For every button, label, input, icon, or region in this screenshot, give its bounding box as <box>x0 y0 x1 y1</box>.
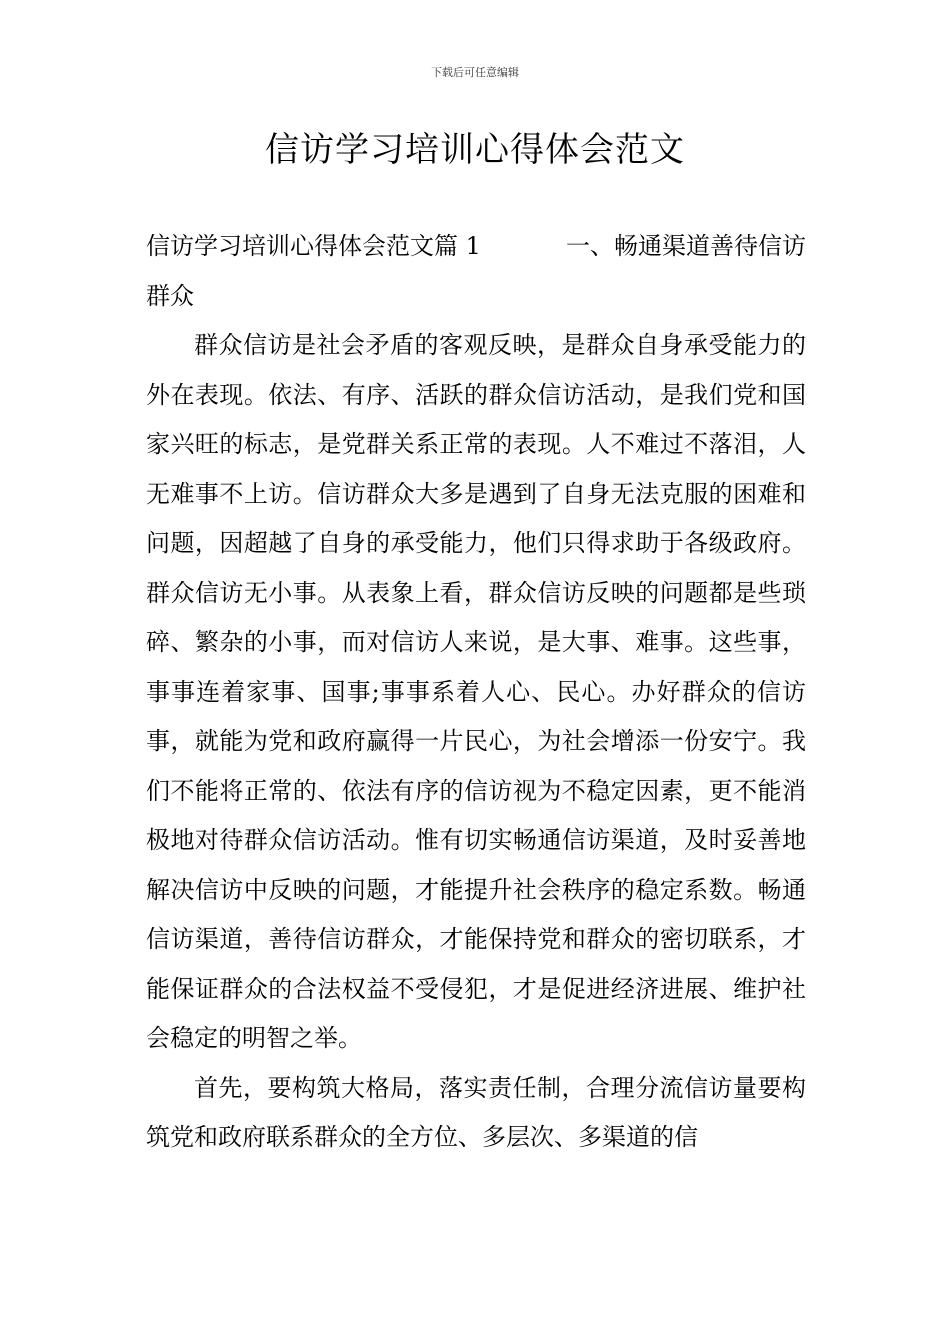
header-note: 下载后可任意编辑 <box>431 66 519 79</box>
article-label: 信访学习培训心得体会范文篇 1 <box>146 232 481 260</box>
section-heading-start: 一、畅通渠道善待信访 <box>566 232 806 260</box>
document-title: 信访学习培训心得体会范文 <box>265 130 685 170</box>
intro-line <box>146 222 806 272</box>
body-paragraph-2: 首先，要构筑大格局，落实责任制，合理分流信访量要构筑党和政府联系群众的全方位、多层次、多渠道的信 <box>146 1073 806 1151</box>
section-heading-end: 群众 <box>146 281 194 310</box>
body-paragraph-1: 群众信访是社会矛盾的客观反映，是群众自身承受能力的外在表现。依法、有序、活跃的群众信访活动，是我们党和国家兴旺的标志，是党群关系正常的表现。人不难过不落泪，人无难事不上访。信访群众大多是遇到了自身无法克服的困难和问题，因超越了自身的承受能力，他们只得求助于各级政府。群众信访无小事。从表象上看，群众信访反映的问题都是些琐碎、繁杂的小事，而对信访人来说，是大事、难事。这些事，事事连着家事、国事;事事系着人心、民心。办好群众的信访事，就能为党和政府赢得一片民心，为社会增添一份安宁。我们不能将正常的、依法有序的信访视为不稳定因素，更不能消极地对待群众信访活动。惟有切实畅通信访渠道，及时妥善地解决信访中反映的问题，才能提升社会秩序的稳定系数。畅通信访渠道，善待信访群众，才能保持党和群众的密切联系，才能保证群众的合法权益不受侵犯，才是促进经济进展、维护社会稳定的明智之举。 <box>146 331 806 1052</box>
document-body <box>146 222 806 1163</box>
